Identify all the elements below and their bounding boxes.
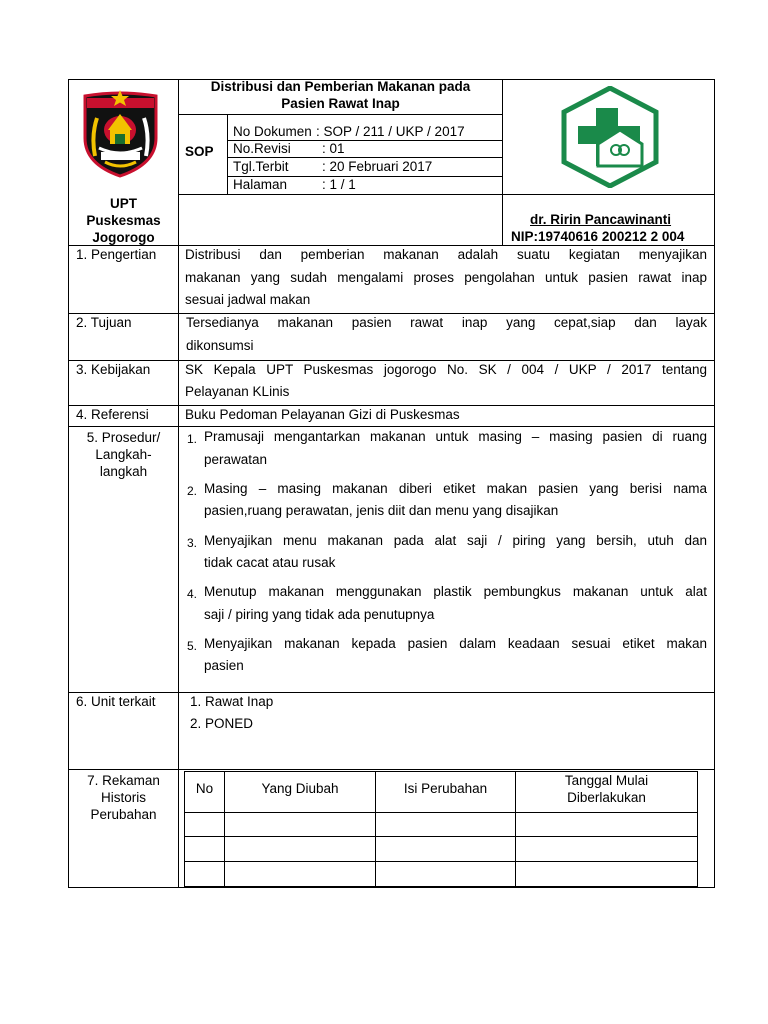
divider (178, 114, 503, 115)
sop-label: SOP (185, 144, 214, 159)
halaman-label: Halaman (233, 177, 288, 192)
section-label-tujuan: 2. Tujuan (76, 315, 132, 330)
revisi-value: : 01 (322, 141, 345, 156)
signer-name: dr. Ririn Pancawinanti (530, 212, 672, 227)
divider (178, 194, 715, 195)
step-text: tidak cacat atau rusak (204, 555, 336, 570)
label-line: 7. Rekaman (87, 773, 160, 788)
terbit-value: : 20 Februari 2017 (322, 159, 433, 174)
halaman-value: : 1 / 1 (322, 177, 356, 192)
unit-item: 2. PONED (190, 716, 254, 731)
section-label-referensi: 4. Referensi (76, 407, 149, 422)
step-number: 3. (187, 536, 198, 550)
label-line: 5. Prosedur/ (86, 430, 161, 445)
step-number: 1. (187, 432, 198, 446)
step-text: Menutup makanan menggunakan plastik pembungkus makanan untuk alat (204, 584, 707, 599)
kebijakan-text: Pelayanan KLinis (185, 384, 290, 399)
step-text: Masing – masing makanan diberi etiket makan pasien yang berisi nama (204, 481, 707, 496)
unit-item: 1. Rawat Inap (190, 694, 274, 709)
step-text: Menyajikan menu makanan pada alat saji / piring yang bersih, utuh dan (204, 533, 707, 548)
organization-name (69, 195, 178, 246)
step-text: Pramusaji mengantarkan makanan untuk masing – masing pasien di ruang (204, 429, 707, 444)
step-text: perawatan (204, 452, 268, 467)
divider (178, 79, 179, 887)
org-line: Jogorogo (92, 230, 155, 245)
step-number: 2. (187, 484, 198, 498)
column-header-isi-perubahan: Isi Perubahan (403, 781, 488, 796)
doc-no-value: : SOP / 211 / UKP / 2017 (316, 124, 465, 139)
document-title-line: Distribusi dan Pemberian Makanan pada (210, 79, 471, 94)
pengertian-text: sesuai jadwal makan (185, 292, 311, 307)
section-label-unit: 6. Unit terkait (76, 694, 156, 709)
kebijakan-text: SK Kepala UPT Puskesmas jogorogo No. SK / 004 / UKP / 2017 tentang (185, 362, 707, 377)
divider (502, 79, 503, 246)
referensi-text: Buku Pedoman Pelayanan Gizi di Puskesmas (185, 407, 460, 422)
step-text: saji / piring yang tidak ada penutupnya (204, 607, 435, 622)
divider (184, 812, 698, 813)
column-header-yang-diubah: Yang Diubah (261, 781, 339, 796)
outer-border-bottom (68, 887, 715, 888)
step-number: 5. (187, 639, 198, 653)
tujuan-text: dikonsumsi (186, 338, 254, 353)
divider (184, 836, 698, 837)
puskesmas-logo (558, 86, 662, 188)
label-line: Perubahan (90, 807, 157, 822)
document-title (179, 79, 502, 112)
tujuan-text: Tersedianya makanan pasien rawat inap yang cepat,siap dan layak (186, 315, 707, 330)
divider (227, 157, 503, 158)
label-line: langkah (99, 464, 148, 479)
header-line: Diberlakukan (567, 790, 646, 805)
revisi-label: No.Revisi (233, 141, 291, 156)
divider (68, 692, 715, 693)
terbit-label: Tgl.Terbit (233, 159, 289, 174)
divider (227, 114, 228, 194)
header-line: Tanggal Mulai (564, 773, 649, 788)
divider (68, 405, 715, 406)
org-line: Puskesmas (86, 213, 161, 228)
section-label-pengertian: 1. Pengertian (76, 247, 157, 262)
outer-border-right (714, 79, 715, 888)
divider (184, 886, 698, 887)
doc-no-label: No Dokumen (233, 124, 312, 139)
divider (68, 769, 715, 770)
divider (697, 771, 698, 887)
document-title-line: Pasien Rawat Inap (281, 96, 400, 111)
pengertian-text: Distribusi dan pemberian makanan adalah suatu kegiatan menyajikan (185, 247, 707, 262)
column-header-no: No (195, 781, 214, 796)
step-number: 4. (187, 587, 198, 601)
label-line: Langkah- (95, 447, 152, 462)
label-line: Historis (100, 790, 146, 805)
section-label-prosedur (69, 429, 178, 480)
regency-emblem-logo (77, 86, 164, 179)
pengertian-text: makanan yang sudah mengalami proses pengolahan untuk pasien rawat inap (185, 270, 707, 285)
divider (184, 861, 698, 862)
step-text: Menyajikan makanan kepada pasien dalam keadaan sesuai etiket makan (204, 636, 707, 651)
divider (68, 426, 715, 427)
divider (68, 360, 715, 361)
column-header-tanggal (516, 772, 697, 806)
divider (68, 313, 715, 314)
org-line: UPT (110, 196, 137, 211)
section-label-kebijakan: 3. Kebijakan (76, 362, 151, 377)
section-label-rekaman (69, 772, 178, 823)
step-text: pasien,ruang perawatan, jenis diit dan menu yang disajikan (204, 503, 559, 518)
step-text: pasien (204, 658, 244, 673)
signer-nip: NIP:19740616 200212 2 004 (511, 229, 685, 244)
